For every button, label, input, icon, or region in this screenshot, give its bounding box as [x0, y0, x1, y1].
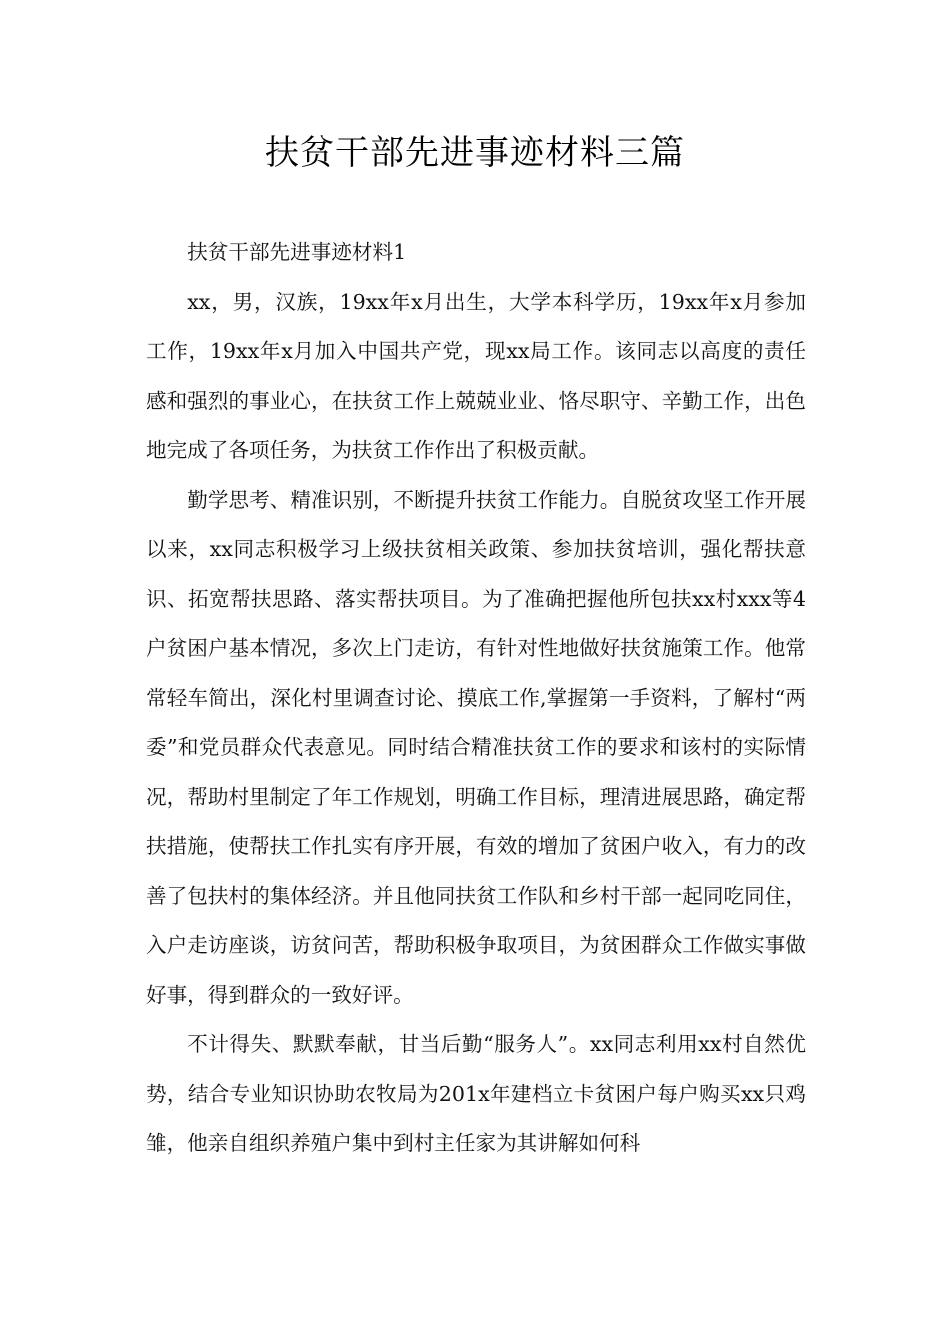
paragraph-3: 不计得失、默默奉献，甘当后勤“服务人”。xx同志利用xx村自然优势，结合专业知识协助农牧局为201x年建档立卡贫困户每户购买xx只鸡雏，他亲自组织养殖户集中到村主任家为其讲解如何科: [146, 1032, 806, 1155]
document-title: 扶贫干部先进事迹材料三篇: [265, 133, 685, 173]
document-body: [146, 228, 806, 1169]
paragraph-2: 勤学思考、精准识别，不断提升扶贫工作能力。自脱贫攻坚工作开展以来，xx同志积极学习上级扶贫相关政策、参加扶贫培训，强化帮扶意识、拓宽帮扶思路、落实帮扶项目。为了准确把握他所包扶xx村xxx等4户贫困户基本情况，多次上门走访，有针对性地做好扶贫施策工作。他常常轻车简出，深化村里调查讨论、摸底工作,掌握第一手资料，了解村“两委”和党员群众代表意见。同时结合精准扶贫工作的要求和该村的实际情况，帮助村里制定了年工作规划，明确工作目标，理清进展思路，确定帮扶措施，使帮扶工作扎实有序开展，有效的增加了贫困户收入，有力的改善了包扶村的集体经济。并且他同扶贫工作队和乡村干部一起同吃同住，入户走访座谈，访贫问苦，帮助积极争取项目，为贫困群众工作做实事做好事，得到群众的一致好评。: [146, 487, 806, 1007]
section-heading: 扶贫干部先进事迹材料1: [187, 240, 407, 264]
paragraph-1: xx，男，汉族，19xx年x月出生，大学本科学历，19xx年x月参加工作，19xx年x月加入中国共产党，现xx局工作。该同志以高度的责任感和强烈的事业心，在扶贫工作上兢兢业业、恪尽职守、辛勤工作，出色地完成了各项任务，为扶贫工作作出了积极贡献。: [146, 289, 806, 462]
